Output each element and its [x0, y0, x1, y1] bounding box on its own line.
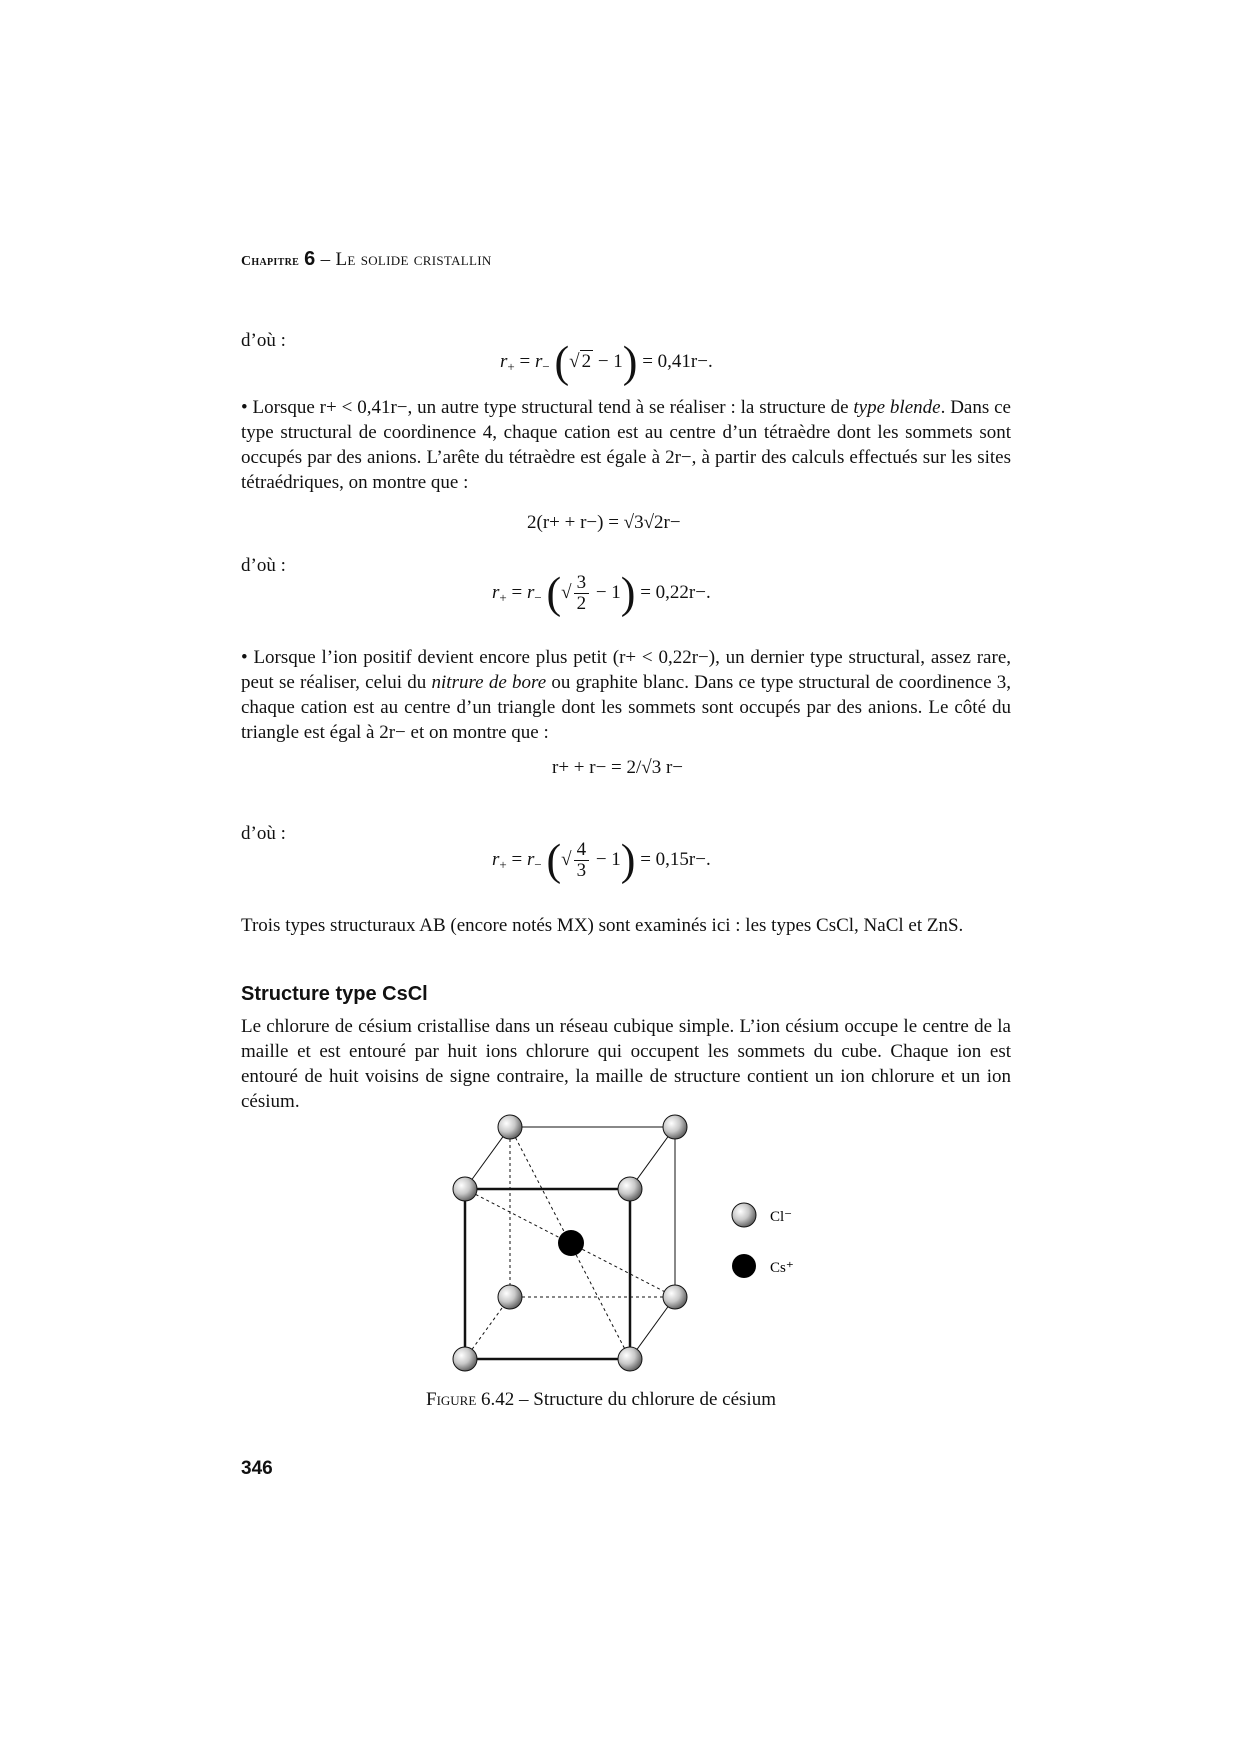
caption-text: – Structure du chlorure de césium: [514, 1389, 776, 1410]
chloride-ion: [618, 1347, 642, 1371]
caption-label: Figure 6.42: [426, 1389, 515, 1410]
chapter-title: Le solide cristallin: [335, 249, 492, 270]
paragraph-blende: • Lorsque r+ < 0,41r−, un autre type structural tend à se réaliser : la structure de type blende. Dans ce type structural de coordinence 4, chaque cation est au centre d’un tétraèdre dont les sommets sont occupés par des anions. L’arête du tétraèdre est égale à 2r−, à partir des calculs effectués sur les sites tétraédriques, on montre que :: [241, 397, 1011, 493]
equation-1: $r_+ = r_-$ (√ 2 − 1) = 0,41r−.: [500, 337, 713, 387]
front-face: [465, 1189, 630, 1359]
figure-caption: [426, 1389, 776, 1411]
legend-chloride-icon: [732, 1203, 756, 1227]
section-title: Structure type CsCl: [241, 983, 428, 1005]
equation-3: $r_+ = r_-$ (√ $\frac{3}{2}$ − 1) = 0,22r−.: [492, 568, 711, 618]
legend-chloride-label: Cl⁻: [770, 1209, 793, 1225]
chloride-ion: [498, 1285, 522, 1309]
header-dash: –: [320, 249, 331, 270]
paragraph-cscl: Le chlorure de césium cristallise dans un réseau cubique simple. L’ion césium occupe le centre de la maille et est entouré par huit ions chlorure qui occupent les sommets du cube. Chaque ion est entouré de huit voisins de signe contraire, la maille de structure contient un ion chlorure et un ion césium.: [241, 1016, 1011, 1112]
chapter-number: 6: [304, 248, 316, 270]
chloride-ion: [618, 1177, 642, 1201]
nitrure-term: nitrure de bore: [431, 672, 547, 693]
paragraph-nitrure: • Lorsque l’ion positif devient encore plus petit (r+ < 0,22r−), un dernier type structural, assez rare, peut se réaliser, celui du nitrure de bore ou graphite blanc. Dans ce type structural de coordinence 3, chaque cation est au centre d’un triangle dont les sommets sont occupés par des anions. Le côté du triangle est égal à 2r− et on montre que :: [241, 647, 1012, 743]
chapter-header: [241, 248, 492, 271]
chloride-ion: [453, 1177, 477, 1201]
label-dou-3: d’où :: [241, 823, 286, 844]
page-number: 346: [241, 1458, 273, 1479]
equation-4: r+ + r− = 2/√3 r−: [552, 757, 684, 778]
equation-2: 2(r+ + r−) = √3√2r−: [527, 512, 681, 533]
equation-3-result: = 0,22r−.: [640, 581, 711, 603]
label-dou-1: d’où :: [241, 330, 286, 351]
chloride-ion: [498, 1115, 522, 1139]
equation-5-result: = 0,15r−.: [640, 848, 711, 870]
chloride-ion: [663, 1115, 687, 1139]
equation-5: $r_+ = r_-$ (√ $\frac{4}{3}$ − 1) = 0,15r−.: [492, 835, 711, 885]
legend-cesium-label: Cs⁺: [770, 1260, 794, 1276]
label-dou-2: d’où :: [241, 555, 286, 576]
cscl-structure-figure: [440, 1105, 800, 1385]
chapter-word: Chapitre: [241, 254, 300, 269]
chloride-ion: [453, 1347, 477, 1371]
paragraph-types: Trois types structuraux AB (encore notés MX) sont examinés ici : les types CsCl, NaCl et ZnS.: [241, 915, 964, 936]
equation-1-result: = 0,41r−.: [642, 351, 713, 372]
type-blende-term: type blende: [853, 397, 941, 418]
chloride-ion: [663, 1285, 687, 1309]
legend-cesium-icon: [732, 1254, 756, 1278]
cesium-ion: [558, 1230, 584, 1256]
